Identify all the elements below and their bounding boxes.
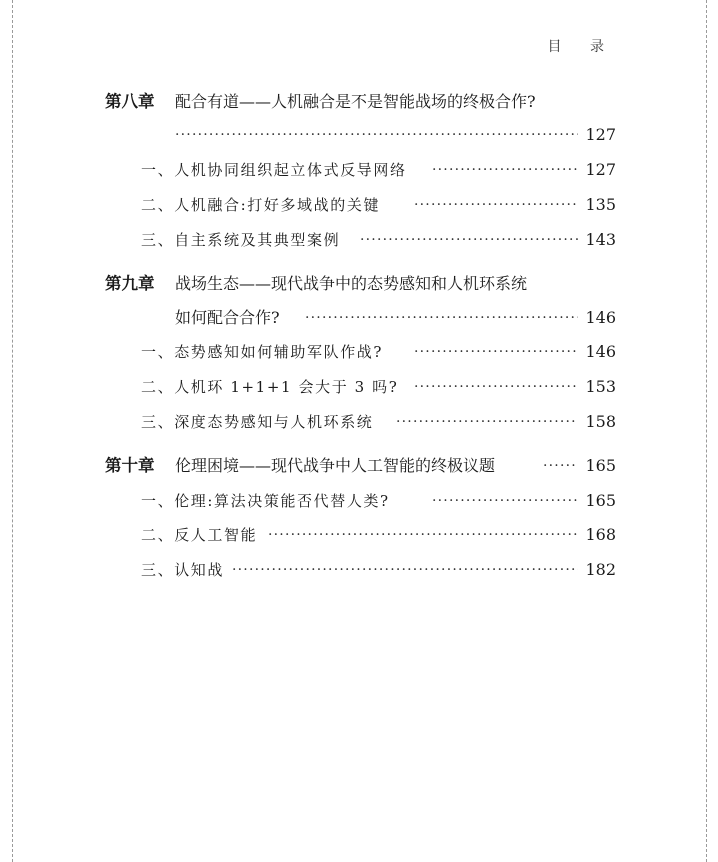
- dot-leader: [543, 454, 578, 478]
- page-number: 182: [585, 560, 616, 579]
- dot-leader: [432, 489, 578, 513]
- page-number: 158: [585, 412, 616, 431]
- section-title: 二、人机融合:打好多域战的关键: [141, 196, 381, 214]
- toc-section-entry[interactable]: [0, 375, 718, 399]
- dot-leader: [360, 228, 578, 252]
- dot-leader: [175, 123, 578, 147]
- chapter-heading[interactable]: [0, 454, 718, 478]
- section-title: 三、认知战: [141, 561, 225, 579]
- page-number: 153: [585, 377, 616, 396]
- section-title: 二、反人工智能: [141, 526, 258, 544]
- section-title: 二、人机环 1+1+1 会大于 3 吗?: [141, 378, 399, 396]
- chapter-title: 伦理困境——现代战争中人工智能的终极议题: [175, 456, 496, 475]
- toc-section-entry[interactable]: [0, 489, 718, 513]
- section-title: 一、伦理:算法决策能否代替人类?: [141, 492, 390, 510]
- chapter-heading[interactable]: [0, 272, 718, 296]
- dot-leader: [414, 193, 578, 217]
- toc-section-entry[interactable]: [0, 558, 718, 582]
- running-head: 目 录: [547, 39, 616, 55]
- section-title: 一、态势感知如何辅助军队作战?: [141, 343, 384, 361]
- chapter-label: 第九章: [105, 274, 155, 293]
- chapter-label: 第十章: [105, 456, 155, 475]
- section-title: 三、自主系统及其典型案例: [141, 231, 341, 249]
- page-number: 146: [585, 342, 616, 361]
- page-number: 168: [585, 525, 616, 544]
- dot-leader: [432, 158, 578, 182]
- section-title: 一、人机协同组织起立体式反导网络: [141, 161, 407, 179]
- toc-section-entry[interactable]: [0, 523, 718, 547]
- chapter-title: 配合有道——人机融合是不是智能战场的终极合作?: [175, 92, 536, 111]
- toc-section-entry[interactable]: [0, 228, 718, 252]
- chapter-title: 战场生态——现代战争中的态势感知和人机环系统: [175, 274, 528, 293]
- page-number: 165: [585, 456, 616, 475]
- page-number: 127: [585, 160, 616, 179]
- toc-section-entry[interactable]: [0, 340, 718, 364]
- dot-leader: [268, 523, 578, 547]
- toc-section-entry[interactable]: [0, 193, 718, 217]
- page-number: 127: [585, 125, 616, 144]
- page-number: 165: [585, 491, 616, 510]
- dot-leader: [232, 558, 578, 582]
- dot-leader: [396, 410, 578, 434]
- page-number: 146: [585, 308, 616, 327]
- chapter-page-line[interactable]: [0, 123, 718, 147]
- chapter-heading[interactable]: [0, 90, 718, 114]
- toc-section-entry[interactable]: [0, 410, 718, 434]
- dot-leader: [414, 375, 578, 399]
- dot-leader: [414, 340, 578, 364]
- page-number: 135: [585, 195, 616, 214]
- toc-section-entry[interactable]: [0, 158, 718, 182]
- chapter-label: 第八章: [105, 92, 155, 111]
- chapter-title-continued: 如何配合合作?: [175, 308, 280, 327]
- chapter-page-line[interactable]: [0, 306, 718, 330]
- section-title: 三、深度态势感知与人机环系统: [141, 413, 374, 431]
- dot-leader: [305, 306, 578, 330]
- page-number: 143: [585, 230, 616, 249]
